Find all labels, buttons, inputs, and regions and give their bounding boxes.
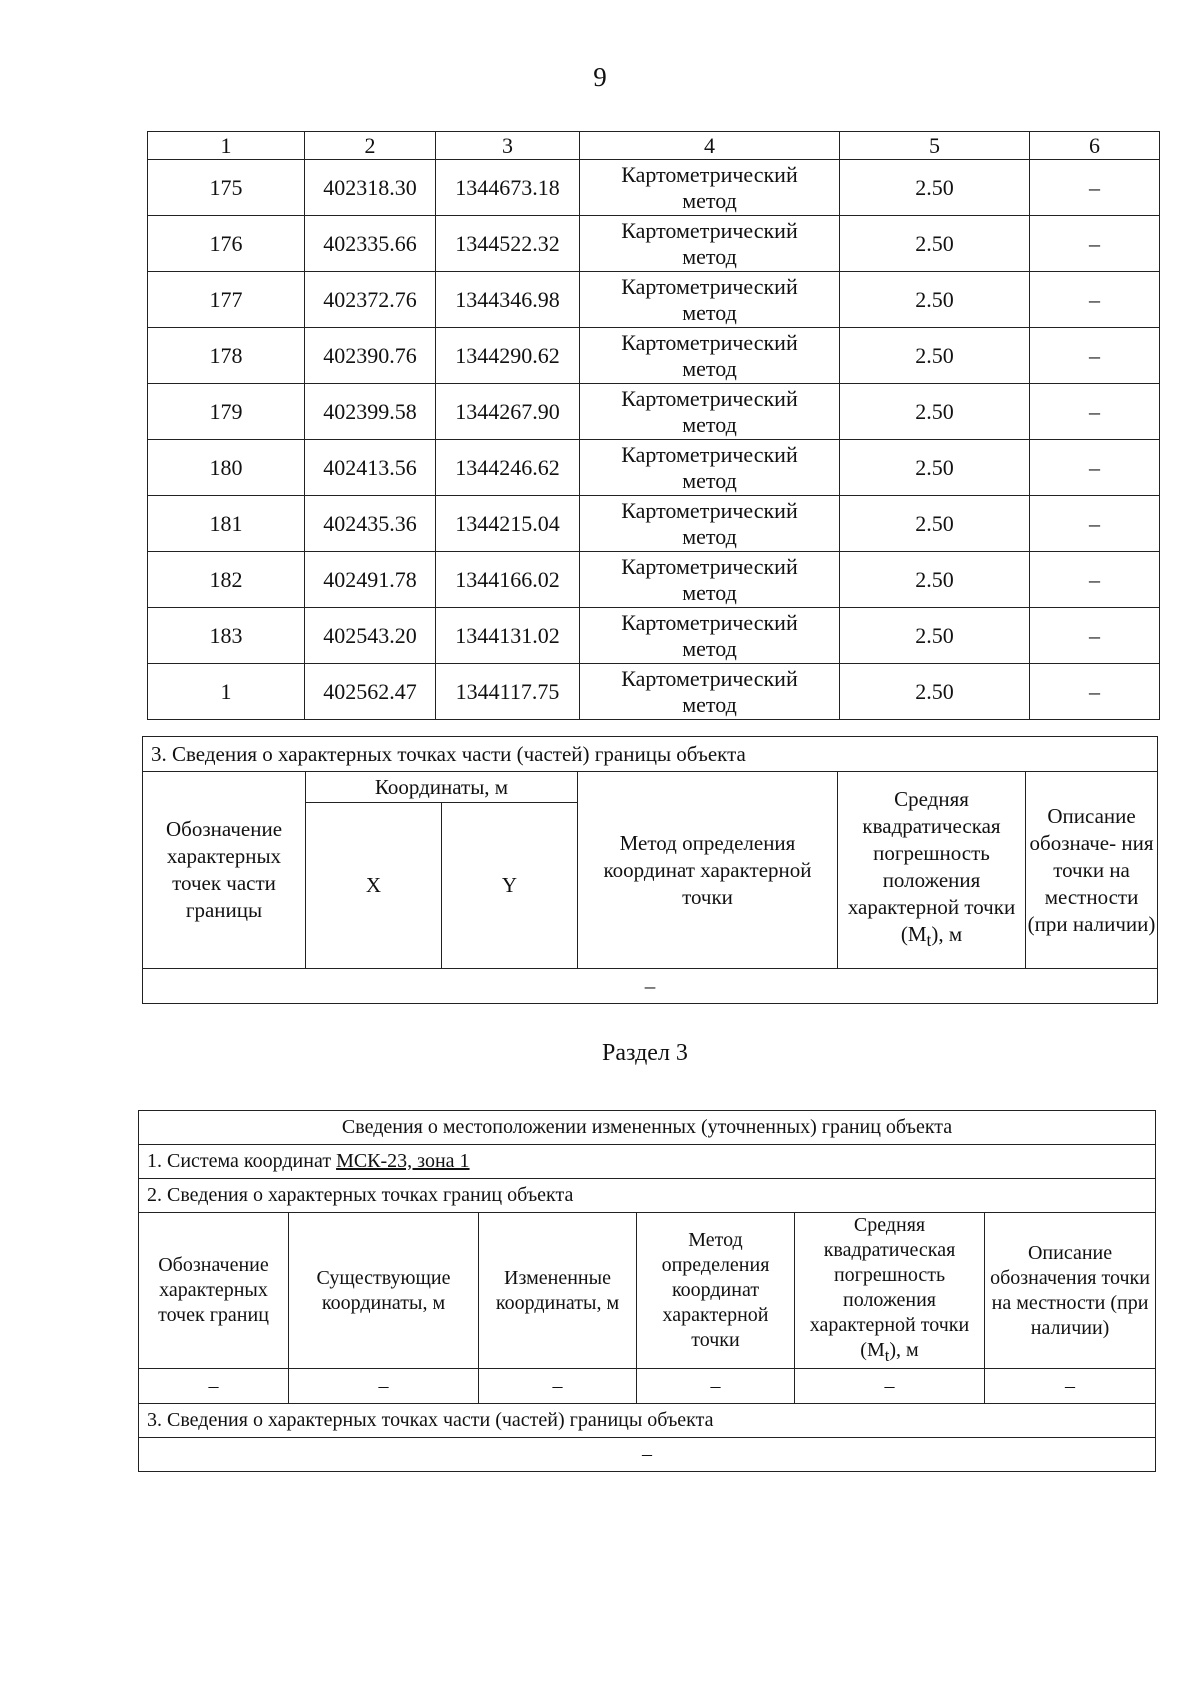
header-mean-error: [795, 1213, 985, 1369]
method-line: метод: [682, 523, 737, 549]
description-cell: –: [1030, 552, 1160, 608]
parts-heading: 3. Сведения о характерных точках части (частей) границы объекта: [139, 1404, 1156, 1438]
method-line: Картометрический: [621, 441, 798, 467]
value-cell: –: [637, 1369, 795, 1404]
col-number: 4: [580, 132, 840, 160]
header-mean-error-tail: ), м: [889, 1339, 919, 1361]
coord-y-cell: 1344215.04: [436, 496, 580, 552]
empty-value: –: [139, 1438, 1156, 1472]
value-cell: –: [139, 1369, 289, 1404]
method-line: метод: [682, 467, 737, 493]
description-cell: –: [1030, 608, 1160, 664]
table-row: [148, 496, 1160, 552]
mean-error-cell: 2.50: [840, 552, 1030, 608]
header-point-designation: Обозначение характерных точек границ: [139, 1213, 289, 1369]
coord-x-cell: 402543.20: [305, 608, 436, 664]
header-mean-error-text: Средняя квадратическая погрешность положения характерной точки (M: [809, 1214, 970, 1361]
table-row: [148, 160, 1160, 216]
method-line: Картометрический: [621, 609, 798, 635]
coordinate-system-value: МСК-23, зона 1: [336, 1150, 470, 1172]
header-x: X: [306, 803, 442, 969]
coord-x-cell: 402435.36: [305, 496, 436, 552]
value-cell: –: [795, 1369, 985, 1404]
point-number-cell: 178: [148, 328, 305, 384]
method-line: метод: [682, 579, 737, 605]
header-mean-error-text: Средняя квадратическая погрешность положения характерной точки (M: [847, 786, 1016, 946]
method-line: Картометрический: [621, 665, 798, 691]
mean-error-cell: 2.50: [840, 664, 1030, 720]
coord-y-cell: 1344267.90: [436, 384, 580, 440]
method-cell: [580, 384, 840, 440]
method-cell: [580, 160, 840, 216]
point-number-cell: 176: [148, 216, 305, 272]
point-number-cell: 181: [148, 496, 305, 552]
mean-error-cell: 2.50: [840, 216, 1030, 272]
description-cell: –: [1030, 496, 1160, 552]
table-row: [148, 608, 1160, 664]
coord-x-cell: 402399.58: [305, 384, 436, 440]
coord-x-cell: 402335.66: [305, 216, 436, 272]
description-cell: –: [1030, 384, 1160, 440]
point-number-cell: 179: [148, 384, 305, 440]
header-description: Описание обозначения точки на местности (при наличии): [985, 1213, 1156, 1369]
point-number-cell: 180: [148, 440, 305, 496]
mean-error-cell: 2.50: [840, 496, 1030, 552]
description-cell: –: [1030, 160, 1160, 216]
col-number: 5: [840, 132, 1030, 160]
header-y: Y: [442, 803, 578, 969]
header-method: Метод определения координат характерной точки: [578, 772, 838, 969]
coord-x-cell: 402318.30: [305, 160, 436, 216]
table-row: [148, 664, 1160, 720]
header-mean-error-tail: ), м: [931, 921, 963, 946]
header-point-designation: Обозначение характерных точек части границы: [143, 772, 306, 969]
col-number: 3: [436, 132, 580, 160]
description-cell: –: [1030, 272, 1160, 328]
method-line: метод: [682, 243, 737, 269]
coord-x-cell: 402491.78: [305, 552, 436, 608]
description-cell: –: [1030, 328, 1160, 384]
description-cell: –: [1030, 216, 1160, 272]
method-line: метод: [682, 355, 737, 381]
table-row: [148, 216, 1160, 272]
header-changed-coordinates: Измененные координаты, м: [479, 1213, 637, 1369]
method-cell: [580, 664, 840, 720]
coord-y-cell: 1344346.98: [436, 272, 580, 328]
coord-y-cell: 1344117.75: [436, 664, 580, 720]
method-cell: [580, 440, 840, 496]
method-cell: [580, 272, 840, 328]
header-mean-error-sub: t: [884, 1346, 890, 1365]
col-number: 6: [1030, 132, 1160, 160]
point-number-cell: 182: [148, 552, 305, 608]
method-line: метод: [682, 635, 737, 661]
value-cell: –: [479, 1369, 637, 1404]
section-title: Раздел 3: [602, 1040, 688, 1066]
header-coordinates: Координаты, м: [306, 772, 578, 803]
table-row: [148, 552, 1160, 608]
mean-error-cell: 2.50: [840, 440, 1030, 496]
col-number: 2: [305, 132, 436, 160]
point-number-cell: 175: [148, 160, 305, 216]
method-cell: [580, 496, 840, 552]
description-cell: –: [1030, 440, 1160, 496]
col-number: 1: [148, 132, 305, 160]
method-line: Картометрический: [621, 217, 798, 243]
empty-value: –: [143, 969, 1158, 1004]
table-row: [148, 328, 1160, 384]
table-row: [148, 272, 1160, 328]
coord-y-cell: 1344522.32: [436, 216, 580, 272]
header-existing-coordinates: Существующие координаты, м: [289, 1213, 479, 1369]
method-line: Картометрический: [621, 553, 798, 579]
column-number-row: [148, 132, 1160, 160]
point-number-cell: 177: [148, 272, 305, 328]
mean-error-cell: 2.50: [840, 384, 1030, 440]
table-row: [148, 440, 1160, 496]
value-cell: –: [985, 1369, 1156, 1404]
header-description: Описание обозначе- ния точки на местности (при наличии): [1026, 772, 1158, 969]
point-number-cell: 183: [148, 608, 305, 664]
method-line: метод: [682, 691, 737, 717]
value-cell: –: [289, 1369, 479, 1404]
coord-y-cell: 1344673.18: [436, 160, 580, 216]
method-line: Картометрический: [621, 385, 798, 411]
coord-y-cell: 1344166.02: [436, 552, 580, 608]
table-title: Сведения о местоположении измененных (уточненных) границ объекта: [139, 1111, 1156, 1145]
method-cell: [580, 608, 840, 664]
description-cell: –: [1030, 664, 1160, 720]
changed-boundaries-table: [138, 1110, 1156, 1472]
method-line: Картометрический: [621, 273, 798, 299]
method-line: Картометрический: [621, 497, 798, 523]
method-line: метод: [682, 411, 737, 437]
coordinate-system: [139, 1145, 1156, 1179]
page-number: 9: [593, 62, 607, 92]
coord-x-cell: 402372.76: [305, 272, 436, 328]
method-line: метод: [682, 187, 737, 213]
coord-y-cell: 1344131.02: [436, 608, 580, 664]
mean-error-cell: 2.50: [840, 608, 1030, 664]
coord-x-cell: 402413.56: [305, 440, 436, 496]
points-heading: 2. Сведения о характерных точках границ объекта: [139, 1179, 1156, 1213]
coord-y-cell: 1344290.62: [436, 328, 580, 384]
header-method: Метод определения координат характерной точки: [637, 1213, 795, 1369]
boundary-parts-table: [142, 736, 1158, 1004]
coord-x-cell: 402562.47: [305, 664, 436, 720]
method-line: Картометрический: [621, 161, 798, 187]
section-heading: 3. Сведения о характерных точках части (частей) границы объекта: [143, 737, 1158, 772]
method-line: метод: [682, 299, 737, 325]
mean-error-cell: 2.50: [840, 272, 1030, 328]
coord-x-cell: 402390.76: [305, 328, 436, 384]
method-cell: [580, 552, 840, 608]
table-row: [148, 384, 1160, 440]
coordinate-system-label: 1. Система координат: [147, 1150, 337, 1172]
method-line: Картометрический: [621, 329, 798, 355]
coord-y-cell: 1344246.62: [436, 440, 580, 496]
method-cell: [580, 328, 840, 384]
coordinates-table: [147, 131, 1160, 720]
mean-error-cell: 2.50: [840, 328, 1030, 384]
mean-error-cell: 2.50: [840, 160, 1030, 216]
method-cell: [580, 216, 840, 272]
header-mean-error-sub: t: [926, 930, 932, 951]
point-number-cell: 1: [148, 664, 305, 720]
header-mean-error: [838, 772, 1026, 969]
